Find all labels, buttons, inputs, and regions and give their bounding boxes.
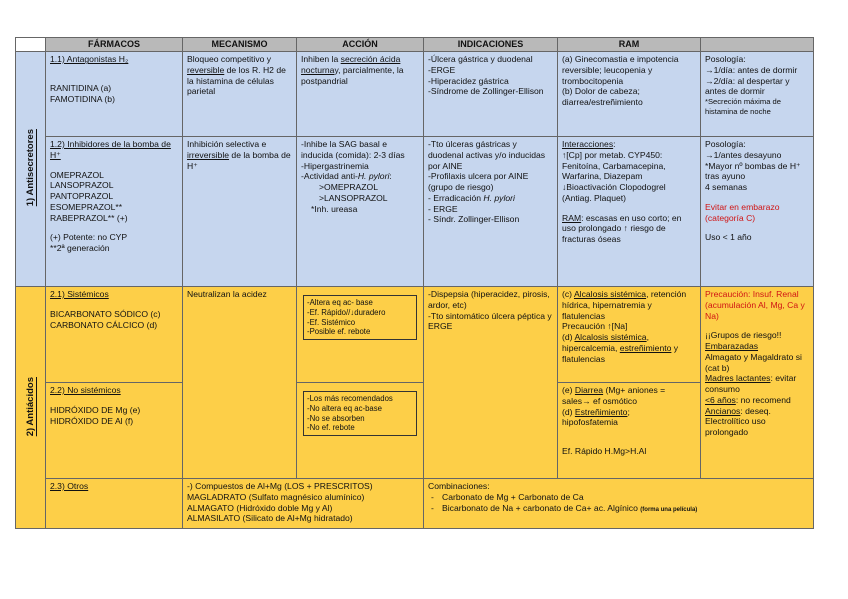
h2-mec-pre: Bloqueo competitivo y: [187, 54, 272, 65]
cell-h2-mecanismo: [183, 52, 297, 137]
otros-comb-2-text: Bicarbonato de Na + carbonato de Ca+ ac. Algínico: [442, 502, 638, 513]
drug-ranitidina: RANITIDINA (a): [50, 82, 112, 93]
h2-mec-post: de los R. H2 de la histamina de células parietal: [187, 64, 286, 97]
ibp-mec-post: de la bomba de H⁺: [187, 149, 291, 171]
h2-notas-2: →1/día: antes de dormir: [705, 64, 798, 75]
ibp-acc-3-pre: -Actividad anti-: [301, 171, 358, 182]
ibp-acc-4: >OMEPRAZOL: [319, 182, 378, 193]
nosist-acc-4: -No ef. rebote: [307, 423, 355, 433]
ibp-mec-pre: Inhibición selectiva e: [187, 139, 267, 150]
nosist-ram-f-pre: (d): [562, 406, 573, 417]
nosist-ram-f-post: ;: [627, 406, 630, 417]
ibp-mec-irreversible: irreversible: [187, 149, 230, 160]
cell-nosist-farmacos: [46, 383, 183, 479]
header-ram: RAM: [558, 38, 701, 52]
h2-mec-reversible: reversible: [187, 64, 225, 75]
antiacidos-lact: : evitar consumo: [705, 373, 797, 395]
ibp-notas-1: Posología:: [705, 139, 746, 150]
otros-title: 2.3) Otros: [50, 481, 89, 492]
ibp-ind-5: - Síndr. Zollinger-Ellison: [428, 214, 520, 225]
ibp-ind-3-pre: - Erradicación: [428, 192, 482, 203]
row-no-sistemicos: [16, 383, 814, 479]
otros-comb-2-small: (forma una película): [640, 506, 698, 513]
drug-esomeprazol: ESOMEPRAZOL**: [50, 201, 123, 212]
cell-antiacidos-notas: [701, 287, 814, 479]
ibp-acc-3: [301, 171, 419, 182]
header-farmacos: FÁRMACOS: [46, 38, 183, 52]
ibp-ind-2: -Profilaxis ulcera por AINE (grupo de riesgo): [428, 171, 529, 193]
ibp-ind-1: -Tto úlceras gástricas y duodenal activas y/o inducidas por AINE: [428, 139, 546, 171]
sist-ram-d-estr: estreñimiento: [619, 342, 672, 353]
sist-ram-d-post: , hipercalcemia,: [562, 332, 649, 353]
cell-h2-ram: [558, 52, 701, 137]
cell-h2-indicaciones: [424, 52, 558, 137]
otros-l1: -) Compuestos de Al+Mg (LOS + PRESCRITOS): [187, 481, 373, 492]
cell-ibp-mecanismo: [183, 137, 297, 287]
ibp-title: 1.2) Inhibidores de la bomba de H⁺: [50, 139, 171, 160]
sist-ram-d-alcalosis: Alcalosis sistémica: [574, 332, 647, 343]
row-antagonistas-h2: [16, 52, 814, 137]
cell-ibp-notas: [701, 137, 814, 287]
h2-ram-2: (b) Dolor de cabeza; diarrea/estreñimiento: [562, 86, 643, 108]
nosist-acc-2: -No altera eq ac-base: [307, 403, 382, 413]
cell-otros-title: [46, 479, 183, 529]
antiacidos-emb: Almagato y Magaldrato si (cat b): [705, 351, 802, 373]
ibp-ram-2: ↓Bioactivación Clopodogrel (Antiag. Plaquet): [562, 182, 666, 203]
nosist-ram-e-pre: (e): [562, 385, 573, 396]
otros-l3: ALMAGATO (Hidróxido doble Mg y Al): [187, 502, 333, 513]
ibp-ind-3-pylori: H. pylori: [483, 192, 515, 203]
nosist-accion-box: [303, 391, 417, 436]
h2-acc-post: y, parcialmente, la postpandrial: [301, 64, 404, 86]
sist-accion-box: [303, 295, 417, 340]
nosist-ram-diarrea: Diarrea: [574, 385, 604, 396]
section-label-antisecretores: 1) Antisecretores: [24, 129, 36, 207]
ibp-acc-1: -Inhibe la SAG basal e inducida (comida): 2-3 días: [301, 139, 405, 160]
row-otros: [16, 479, 814, 529]
sist-ram-c-prec: Precaución ↑[Na]: [562, 321, 628, 332]
nosist-title: 2.2) No sistémicos: [50, 385, 121, 396]
section-label-antiacidos: 2) Antiácidos: [24, 376, 36, 437]
ibp-notas-uso: Uso < 1 año: [705, 232, 752, 243]
cell-h2-notas: [701, 52, 814, 137]
ibp-ram-1: ↑[Cp] por metab. CYP450: Fenitoína, Carbamacepina, Warfarina, Diazepam: [562, 149, 666, 182]
cell-antiacidos-indicaciones: [424, 287, 558, 479]
otros-comb-2: [428, 503, 809, 515]
antiacidos-anc-title: Ancianos: [705, 405, 741, 416]
cell-sist-accion: [297, 287, 424, 383]
otros-l4: ALMASILATO (Silicato de Al+Mg hidratado): [187, 513, 353, 524]
cell-otros-compuestos: [183, 479, 424, 529]
sist-acc-2: -Ef. Rápido//↓duradero: [307, 307, 386, 317]
h2-acc-pre: Inhiben la: [301, 54, 339, 65]
sist-ind-1: -Dispepsia (hiperacidez, pirosis, ardor, etc): [428, 289, 550, 310]
antiacidos-emb-title: Embarazadas: [705, 341, 759, 352]
ibp-interacciones-title: Interacciones: [562, 139, 614, 150]
ibp-acc-3-pylori: H. pylori: [357, 171, 390, 182]
drug-pantoprazol: PANTOPRAZOL: [50, 191, 114, 202]
section-antisecretores: [16, 52, 46, 287]
header-indicaciones: INDICACIONES: [424, 38, 558, 52]
ibp-notas-embarazo: Evitar en embarazo (categoría C): [705, 201, 780, 223]
drug-hidroxido-al: HIDRÓXIDO DE Al (f): [50, 415, 134, 426]
header-accion: ACCIÓN: [297, 38, 424, 52]
h2-notas-4: *Secreción máxima de histamina de noche: [705, 97, 781, 116]
cell-ibp-accion: [297, 137, 424, 287]
antiacidos-ninos-title: <6 años: [705, 394, 736, 405]
h2-notas-3: →2/día: al despertar y antes de dormir: [705, 75, 790, 97]
ibp-notas-2: →1/antes desayuno: [705, 149, 782, 160]
h2-ind-2: -ERGE: [428, 64, 456, 75]
drug-famotidina: FAMOTIDINA (b): [50, 93, 115, 104]
h2-ram-1: (a) Ginecomastia e impotencia reversible; leucopenia y trombocitopenia: [562, 54, 679, 86]
drug-carbonato: CARBONATO CÁLCICO (d): [50, 319, 158, 330]
cell-h2-accion: [297, 52, 424, 137]
header-notes: [701, 38, 814, 52]
sist-ram-d-end: y flatulencias: [562, 342, 679, 364]
h2-ind-3: -Hiperacidez gástrica: [428, 75, 509, 86]
antiacidos-lact-title: Madres lactantes: [705, 373, 771, 384]
sist-acc-3: -Ef. Sistémico: [307, 317, 356, 327]
drug-omeprazol: OMEPRAZOL: [50, 169, 104, 180]
drug-bicarbonato: BICARBONATO SÓDICO (c): [50, 308, 161, 319]
cell-ibp-farmacos: [46, 137, 183, 287]
cell-h2-farmacos: [46, 52, 183, 137]
drug-hidroxido-mg: HIDRÓXIDO DE Mg (e): [50, 404, 141, 415]
cell-antiacidos-mecanismo: [183, 287, 297, 479]
ibp-ram-text: : escasas en uso corto; en uso prolongado ↑ riesgo de fracturas óseas: [562, 212, 682, 245]
ibp-notas-4: 4 semanas: [705, 182, 748, 193]
header-mecanismo: MECANISMO: [183, 38, 297, 52]
h2-acc-secrecion: secreción ácida nocturna: [301, 54, 401, 75]
otros-l2: MAGLADRATO (Sulfato magnésico alumínico): [187, 491, 365, 502]
cell-sist-ram: [558, 287, 701, 383]
antiacidos-ninos: : no recomend: [735, 394, 791, 405]
h2-title: 1.1) Antagonistas H₂: [50, 54, 129, 65]
nosist-ram-hipo: hipofosfatemia: [562, 417, 618, 428]
ibp-acc-5: >LANSOPRAZOL: [319, 192, 388, 203]
h2-ind-1: -Úlcera gástrica y duodenal: [428, 54, 533, 65]
ibp-note-2: **2ª generación: [50, 243, 110, 254]
cell-nosist-ram: [558, 383, 701, 479]
ibp-ind-4: - ERGE: [428, 203, 458, 214]
ibp-acc-2: -Hipergastrinemia: [301, 160, 369, 171]
antiacidos-grupos: ¡¡Grupos de riesgo!!: [705, 330, 782, 341]
antiacidos-precaucion: Precaución: Insuf. Renal (acumulación Al, Mg, Ca y Na): [705, 289, 805, 321]
section-antiacidos: [16, 287, 46, 529]
antiacidos-mecanismo: Neutralizan la acidez: [187, 289, 267, 300]
nosist-acc-1: -Los más recomendados: [307, 394, 393, 404]
header-corner: [16, 38, 46, 52]
row-ibp: [16, 137, 814, 287]
ibp-ind-3: [428, 193, 553, 204]
sist-ram-c-post: , retención hídrica, hipernatremia y flatulencias: [562, 289, 687, 321]
cell-ibp-indicaciones: [424, 137, 558, 287]
h2-ind-4: -Síndrome de Zollinger-Ellison: [428, 86, 544, 97]
nosist-ram-e-post: (Mg+ aniones = sales→ ef osmótico: [562, 385, 666, 406]
header-row: [16, 38, 814, 52]
sist-acc-4: -Posible ef. rebote: [307, 327, 371, 337]
ibp-ram-title: RAM: [562, 212, 582, 223]
cell-nosist-accion: [297, 383, 424, 479]
ibp-note-1: (+) Potente: no CYP: [50, 232, 128, 243]
drug-lansoprazol: LANSOPRAZOL: [50, 180, 114, 191]
nosist-acc-3: -No se absorben: [307, 413, 365, 423]
cell-otros-combinaciones: [424, 479, 814, 529]
cell-sist-farmacos: [46, 287, 183, 383]
row-sistemicos: [16, 287, 814, 383]
otros-comb-1: - Carbonato de Mg + Carbonato de Ca: [428, 492, 809, 503]
drug-rabeprazol: RABEPRAZOL** (+): [50, 212, 128, 223]
sist-ram-c-pre: (c): [562, 289, 573, 300]
otros-comb-title: Combinaciones:: [428, 481, 490, 492]
pharmacology-table: [15, 37, 814, 529]
ibp-notas-3: *Mayor nº bombas de H⁺ tras ayuno: [705, 160, 801, 182]
sist-title: 2.1) Sistémicos: [50, 289, 109, 300]
cell-ibp-ram: Interacciones: ↑[Cp] por metab. CYP450: Fenitoína, Carbamacepina, Warfarina, Diazepam ↓Bioactivación Clopodogrel (Antiag. Plaquet) RAM: escasas en uso corto; en uso prolongado ↑ riesgo de fracturas óseas: [558, 137, 701, 287]
sist-ram-c-alcalosis: Alcalosis sistémica: [573, 289, 647, 300]
sist-ram-d-pre: (d): [562, 332, 573, 343]
sist-ind-2: -Tto sintomático úlcera péptica y ERGE: [428, 310, 552, 332]
h2-notas-1: Posología:: [705, 54, 746, 65]
nosist-ram-estr: Estreñimiento: [574, 406, 628, 417]
ibp-acc-3-post: :: [389, 171, 392, 182]
ibp-acc-6: *Inh. ureasa: [311, 203, 358, 214]
nosist-ram-rapido: Ef. Rápido H.Mg>H.Al: [562, 446, 647, 457]
sist-acc-1: -Altera eq ac- base: [307, 298, 373, 308]
antiacidos-anc: : deseq. Electrolítico uso prolongado: [705, 405, 771, 438]
